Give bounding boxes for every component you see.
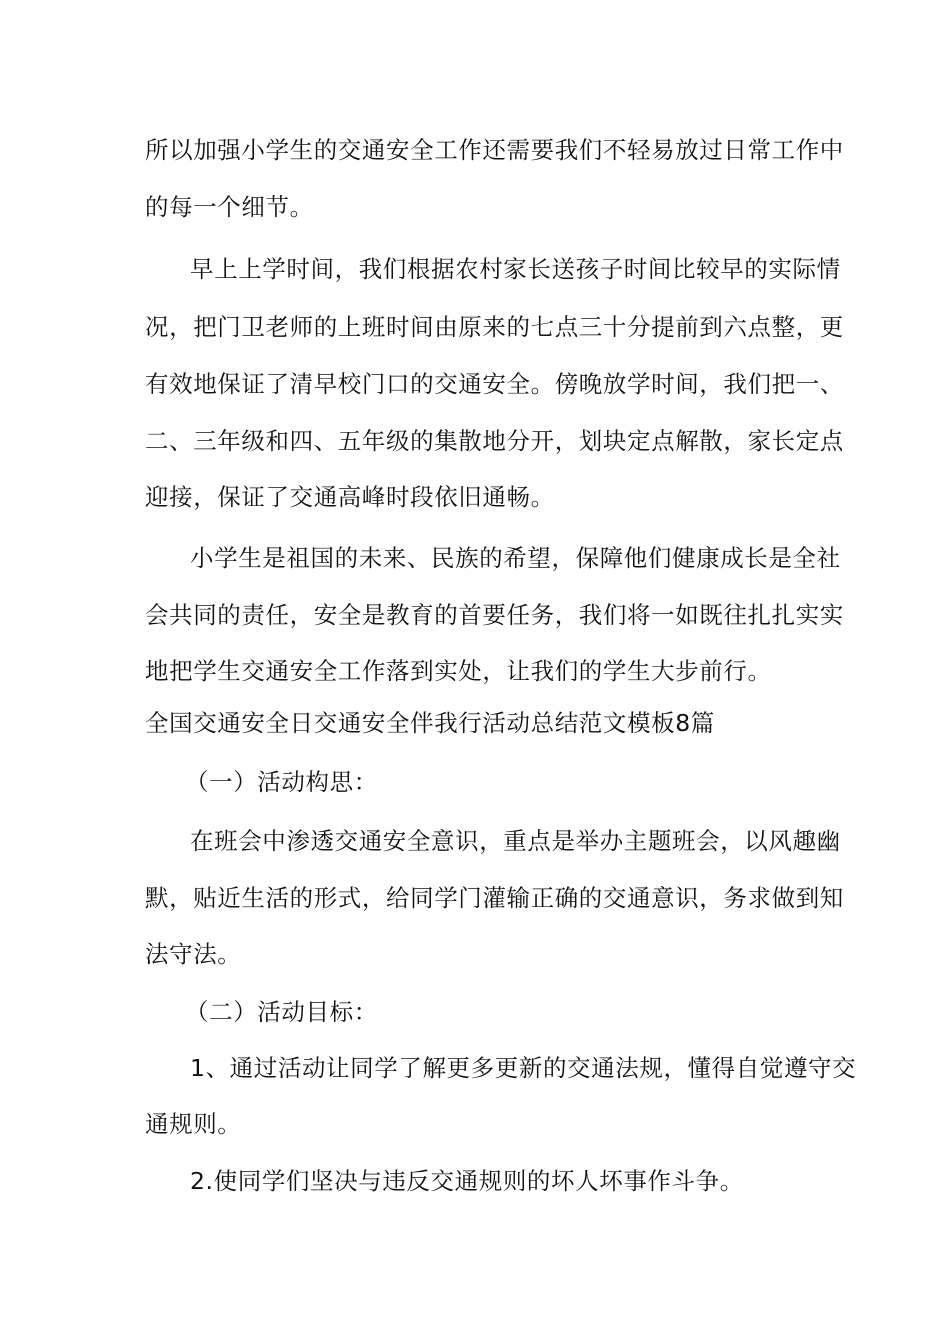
paragraph-4-line-2: 默，贴近生活的形式，给同学门灌输正确的交通意识，务求做到知 <box>145 884 844 912</box>
paragraph-1-line-2: 的每一个细节。 <box>145 193 314 221</box>
paragraph-4-line-1: 在班会中渗透交通安全意识，重点是举办主题班会，以风趣幽 <box>190 827 841 855</box>
paragraph-4-line-3: 法守法。 <box>145 940 242 968</box>
list-item-1-line-1: 1、通过活动让同学了解更多更新的交通法规，懂得自觉遵守交 <box>190 1054 857 1082</box>
paragraph-3-line-1: 小学生是祖国的未来、民族的希望，保障他们健康成长是全社 <box>190 544 841 572</box>
paragraph-2-line-2: 况，把门卫老师的上班时间由原来的七点三十分提前到六点整，更 <box>145 313 844 341</box>
list-item-1-line-2: 通规则。 <box>145 1110 242 1138</box>
paragraph-2-line-4: 二、三年级和四、五年级的集散地分开，划块定点解散，家长定点 <box>145 427 844 455</box>
section-heading-1: （一）活动构思： <box>185 768 378 796</box>
paragraph-1-line-1: 所以加强小学生的交通安全工作还需要我们不轻易放过日常工作中 <box>145 136 844 164</box>
section-heading-2: （二）活动目标： <box>185 998 378 1026</box>
paragraph-2-line-3: 有效地保证了清早校门口的交通安全。傍晚放学时间，我们把一、 <box>145 370 844 398</box>
paragraph-3-line-3: 地把学生交通安全工作落到实处，让我们的学生大步前行。 <box>145 657 772 685</box>
article-title: 全国交通安全日交通安全伴我行活动总结范文模板8篇 <box>145 709 715 737</box>
paragraph-3-line-2: 会共同的责任，安全是教育的首要任务，我们将一如既往扎扎实实 <box>145 601 844 629</box>
paragraph-2-line-1: 早上上学时间，我们根据农村家长送孩子时间比较早的实际情 <box>190 255 841 283</box>
paragraph-2-line-5: 迎接，保证了交通高峰时段依旧通畅。 <box>145 483 555 511</box>
list-item-2: 2.使同学们坚决与违反交通规则的坏人坏事作斗争。 <box>190 1167 744 1195</box>
